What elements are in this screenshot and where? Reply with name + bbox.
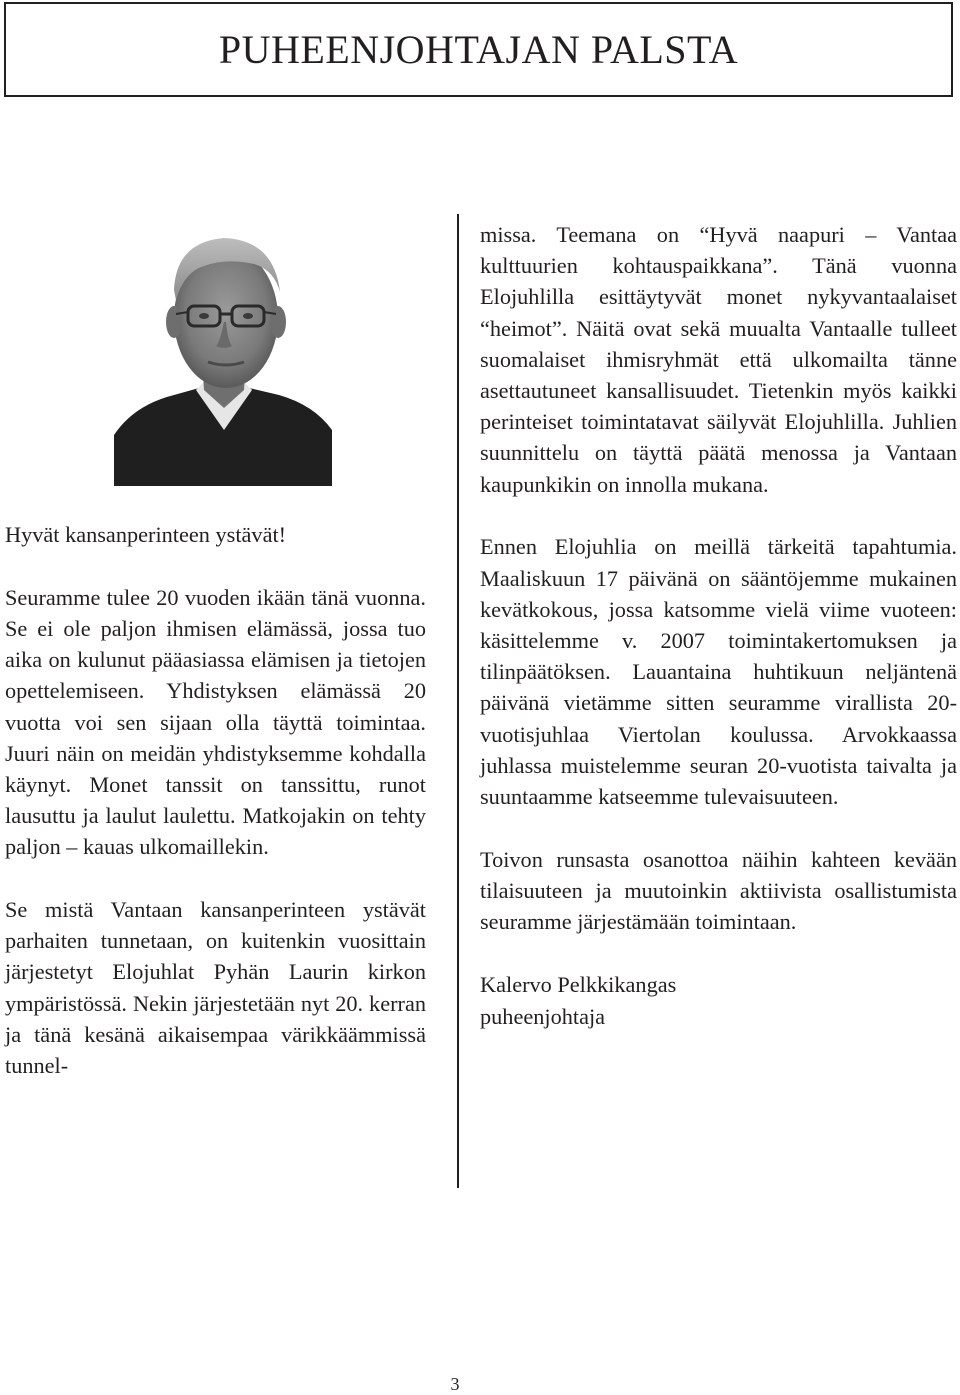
signature-role: puheenjohtaja — [480, 1003, 606, 1029]
title-box — [4, 2, 953, 97]
signature-name: Kalervo Pelkkikangas — [480, 971, 677, 997]
page-title: PUHEENJOHTAJAN PALSTA — [218, 27, 739, 72]
signature — [480, 969, 957, 1033]
column-divider — [457, 214, 459, 1188]
left-paragraph-2: Se mistä Vantaan kansanperinteen ystävät parhaiten tunnetaan, on kuitenkin vuosittain järjestetyt Elojuhlat Pyhän Laurin kirkon ympäristössä. Nekin järjestetään nyt 20. kerran ja tänä kesänä aikaisempaa värikkäämmissä tunnel- — [5, 897, 426, 1079]
left-column — [5, 519, 426, 1113]
right-paragraph-3: Toivon runsasta osanottoa näihin kahteen kevään tilaisuuteen ja muutoinkin aktiivista osallistumista seuramme järjestämään toimintaan. — [480, 846, 957, 935]
page-number — [0, 1374, 960, 1395]
greeting: Hyvät kansanperinteen ystävät! — [5, 522, 287, 547]
portrait-photo — [114, 230, 332, 486]
right-column — [480, 219, 957, 1033]
right-paragraph-2: Ennen Elojuhlia on meillä tärkeitä tapahtumia. Maaliskuun 17 päivänä on sääntöjemme mukainen kevätkokous, jossa katsomme vielä viime vuoteen: käsittelemme v. 2007 toimintakertomuksen ja tilinpäätöksen. Lauantaina huhtikuun neljäntenä päivänä vietämme sitten seuramme virallista 20-vuotisjuhlaa Viertolan koulussa. Arvokkaassa juhlassa muistelemme seuran 20-vuotista taivalta ja suuntaamme katseemme tulevaisuuteen. — [480, 534, 957, 809]
portrait-photo-icon — [114, 230, 332, 486]
page-number-label: 3 — [450, 1374, 460, 1394]
right-paragraph-1: missa. Teemana on “Hyvä naapuri – Vantaa kulttuurien kohtauspaikkana”. Tänä vuonna Elojuhlilla esittäytyvät monet nykyvantaalaiset “heimot”. Näitä ovat sekä muualta Vantaalle tulleet suomalaiset ihmisryhmät että ulkomailta tänne asettautuneet kansallisuudet. Tietenkin myös kaikki perinteiset toimintatavat säilyvät Elojuhlilla. Juhlien suunnittelu on täyttä päätä menossa ja Vantaan kaupunkikin on innolla mukana. — [480, 222, 957, 497]
left-paragraph-1: Seuramme tulee 20 vuoden ikään tänä vuonna. Se ei ole paljon ihmisen elämässä, jossa tuo aika on kulunut pääasiassa elämisen ja tietojen opettelemiseen. Yhdistyksen elämässä 20 vuotta voi sen sijaan olla täyttä toimintaa. Juuri näin on meidän yhdistyksemme kohdalla käynyt. Monet tanssit on tanssittu, runot lausuttu ja laulut laulettu. Matkojakin on tehty paljon – kauas ulkomaillekin. — [5, 584, 426, 860]
